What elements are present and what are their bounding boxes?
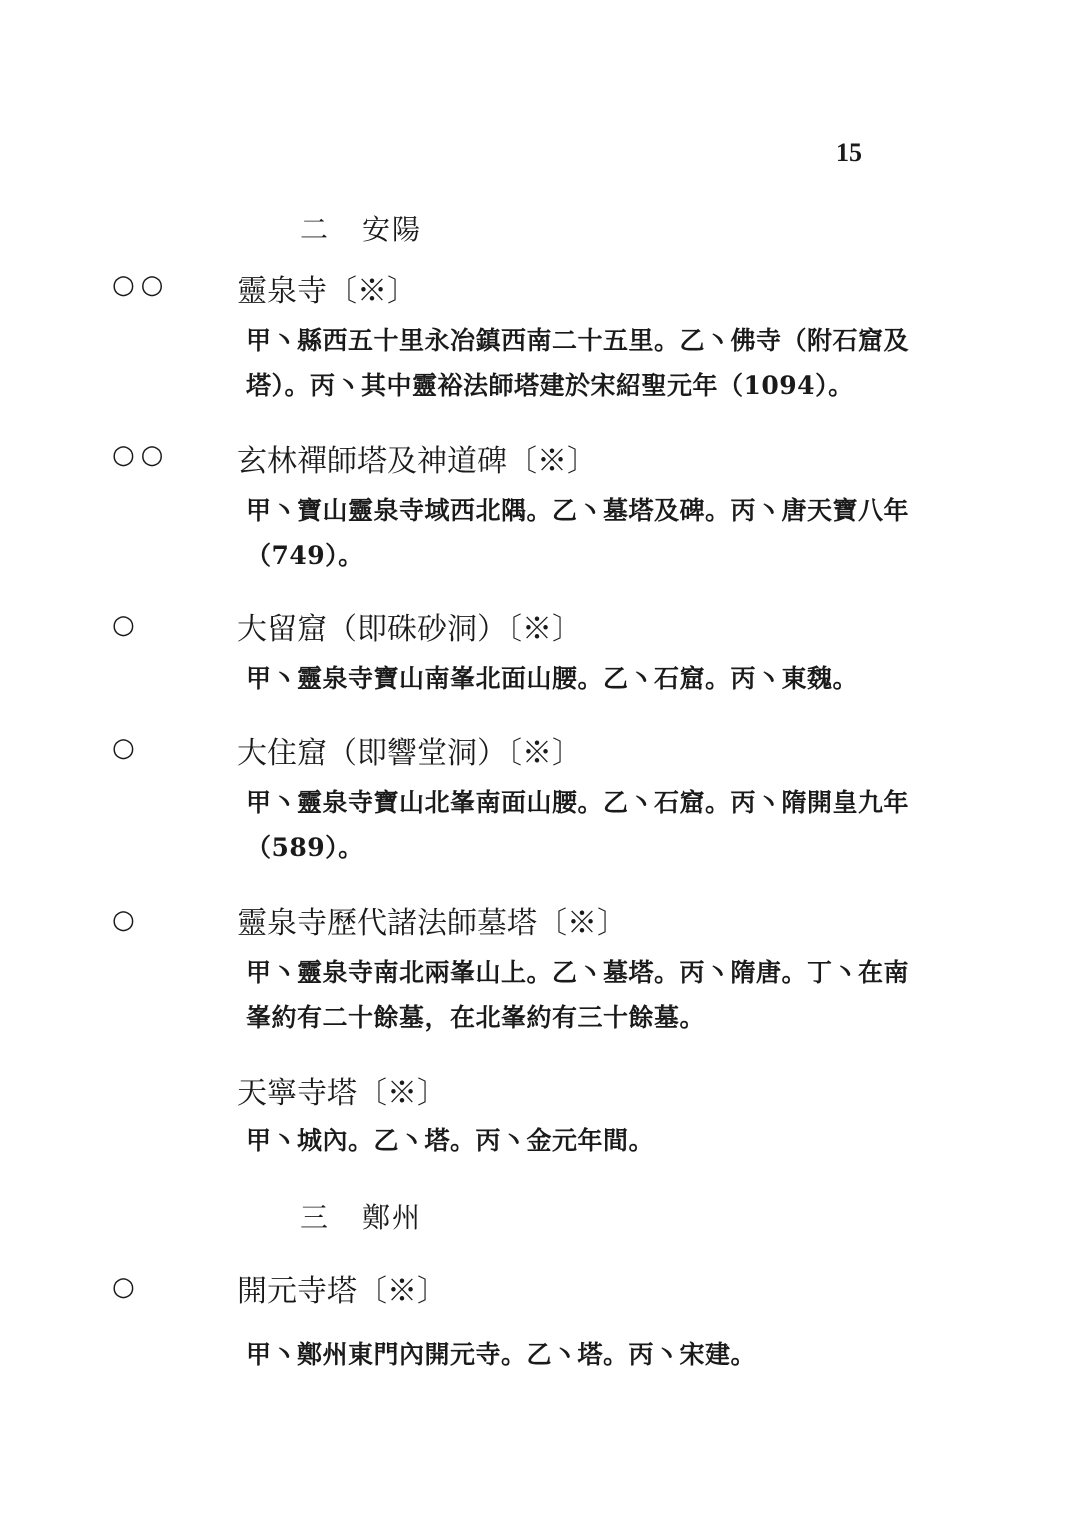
entry-marker: ○ xyxy=(112,610,141,640)
section-name: 安陽 xyxy=(362,213,423,246)
entry-marker: ○ xyxy=(112,1272,141,1302)
entry-title: 靈泉寺歷代諸法師墓塔〔※〕 xyxy=(237,906,627,941)
entry-description: 甲丶城內。乙丶塔。丙丶金元年間。 xyxy=(246,1126,655,1155)
section-number: 三 xyxy=(300,1201,331,1234)
entry-title: 開元寺塔〔※〕 xyxy=(237,1274,447,1309)
entry-marker: ○○ xyxy=(112,270,170,300)
entry-title: 大住窟（即響堂洞）〔※〕 xyxy=(237,736,582,771)
entry-marker: ○ xyxy=(112,733,141,763)
section-name: 鄭州 xyxy=(362,1201,423,1234)
entry-description: 甲丶寶山靈泉寺域西北隅。乙丶墓塔及碑。丙丶唐天寶八年（749）。 xyxy=(246,496,910,570)
section-heading-zhengzhou xyxy=(300,1196,422,1236)
entry-marker: ○○ xyxy=(112,440,170,470)
entry-title: 大留窟（即硃砂洞）〔※〕 xyxy=(237,612,582,647)
entry-title: 天寧寺塔〔※〕 xyxy=(237,1076,447,1111)
section-number: 二 xyxy=(300,213,331,246)
section-heading-anyang xyxy=(300,208,422,248)
entry-title: 玄林禪師塔及神道碑〔※〕 xyxy=(237,444,597,479)
entry-description: 甲丶鄭州東門內開元寺。乙丶塔。丙丶宋建。 xyxy=(246,1340,757,1369)
entry-description: 甲丶靈泉寺寶山南峯北面山腰。乙丶石窟。丙丶東魏。 xyxy=(246,664,859,693)
entry-title: 靈泉寺〔※〕 xyxy=(237,274,417,309)
entry-description: 甲丶靈泉寺寶山北峯南面山腰。乙丶石窟。丙丶隋開皇九年（589）。 xyxy=(246,788,910,862)
entry-description: 甲丶靈泉寺南北兩峯山上。乙丶墓塔。丙丶隋唐。丁丶在南峯約有二十餘墓，在北峯約有三十餘墓。 xyxy=(246,958,910,1032)
page-number: 15 xyxy=(836,138,862,167)
entry-description: 甲丶縣西五十里永冶鎮西南二十五里。乙丶佛寺（附石窟及塔）。丙丶其中靈裕法師塔建於宋紹聖元年（1094）。 xyxy=(246,326,910,400)
entry-marker: ○ xyxy=(112,905,141,935)
